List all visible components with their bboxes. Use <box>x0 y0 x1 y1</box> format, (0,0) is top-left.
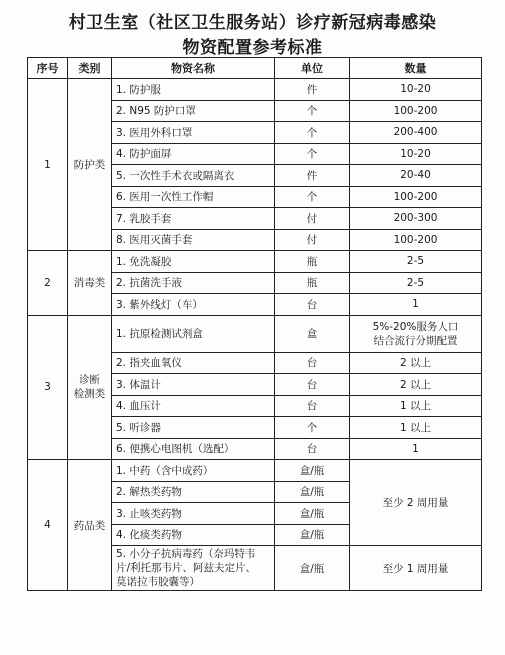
item-name: 1. 免洗凝胶 <box>112 251 275 273</box>
item-qty: 200-400 <box>350 122 482 144</box>
item-qty-line2: 结合流行分期配置 <box>373 334 458 347</box>
item-name: 6. 医用一次性工作帽 <box>112 186 275 208</box>
item-unit: 盒 <box>275 315 350 352</box>
item-unit: 台 <box>275 438 350 460</box>
item-name: 1. 抗原检测试剂盒 <box>112 315 275 352</box>
group-category-line1: 诊断 <box>79 374 100 387</box>
item-name: 8. 医用灭菌手套 <box>112 229 275 251</box>
header-category: 类别 <box>68 58 112 79</box>
group-category: 消毒类 <box>68 251 112 316</box>
item-name: 4. 血压计 <box>112 395 275 417</box>
item-qty: 10-20 <box>350 143 482 165</box>
item-name: 1. 防护服 <box>112 79 275 101</box>
item-qty: 100-200 <box>350 100 482 122</box>
item-qty: 1 以上 <box>350 395 482 417</box>
table-row <box>28 460 482 482</box>
header-seq: 序号 <box>28 58 68 79</box>
document-title-line2: 物资配置参考标准 <box>182 38 323 58</box>
item-unit: 个 <box>275 100 350 122</box>
item-qty: 1 以上 <box>350 417 482 439</box>
item-qty: 2-5 <box>350 272 482 294</box>
item-qty: 10-20 <box>350 79 482 101</box>
item-unit: 个 <box>275 143 350 165</box>
item-unit: 台 <box>275 395 350 417</box>
group-seq: 3 <box>28 315 68 460</box>
item-unit: 个 <box>275 122 350 144</box>
table-row <box>28 79 482 101</box>
item-name <box>112 546 275 591</box>
item-qty: 100-200 <box>350 229 482 251</box>
item-name-line2: 片/利托那韦片、阿兹夫定片、 <box>116 562 257 574</box>
item-qty: 至少 1 周用量 <box>350 546 482 591</box>
group-category-line2: 检测类 <box>73 388 106 401</box>
item-unit: 台 <box>275 352 350 374</box>
item-unit: 个 <box>275 186 350 208</box>
item-name: 2. N95 防护口罩 <box>112 100 275 122</box>
document-title-line1: 村卫生室（社区卫生服务站）诊疗新冠病毒感染 <box>68 13 437 33</box>
item-name: 3. 紫外线灯（车） <box>112 294 275 316</box>
item-name: 3. 医用外科口罩 <box>112 122 275 144</box>
group-category: 药品类 <box>68 460 112 591</box>
item-unit: 件 <box>275 165 350 187</box>
header-unit: 单位 <box>275 58 350 79</box>
item-unit: 瓶 <box>275 251 350 273</box>
item-qty: 200-300 <box>350 208 482 230</box>
item-name: 2. 抗菌洗手液 <box>112 272 275 294</box>
table-row <box>28 251 482 273</box>
item-unit: 盒/瓶 <box>275 503 350 525</box>
item-name: 3. 体温计 <box>112 374 275 396</box>
item-name: 5. 听诊器 <box>112 417 275 439</box>
item-unit: 盒/瓶 <box>275 546 350 591</box>
item-qty: 1 <box>350 438 482 460</box>
item-unit: 付 <box>275 208 350 230</box>
item-name: 4. 化痰类药物 <box>112 524 275 546</box>
item-unit: 盒/瓶 <box>275 481 350 503</box>
merged-item-qty: 至少 2 周用量 <box>350 460 482 546</box>
group-category: 防护类 <box>68 79 112 251</box>
supplies-table <box>27 57 482 591</box>
item-unit: 件 <box>275 79 350 101</box>
item-qty: 2 以上 <box>350 374 482 396</box>
item-name: 7. 乳胶手套 <box>112 208 275 230</box>
header-name: 物资名称 <box>112 58 275 79</box>
item-name: 2. 指夹血氧仪 <box>112 352 275 374</box>
item-unit: 个 <box>275 417 350 439</box>
item-qty: 1 <box>350 294 482 316</box>
item-name: 3. 止咳类药物 <box>112 503 275 525</box>
item-qty: 100-200 <box>350 186 482 208</box>
item-qty <box>350 315 482 352</box>
item-qty: 20-40 <box>350 165 482 187</box>
item-name: 4. 防护面屏 <box>112 143 275 165</box>
item-unit: 台 <box>275 374 350 396</box>
item-unit: 付 <box>275 229 350 251</box>
item-name-line3: 莫诺拉韦胶囊等） <box>116 576 200 588</box>
group-seq: 2 <box>28 251 68 316</box>
group-seq: 4 <box>28 460 68 591</box>
item-unit: 盒/瓶 <box>275 524 350 546</box>
group-seq: 1 <box>28 79 68 251</box>
item-qty: 2 以上 <box>350 352 482 374</box>
item-unit: 台 <box>275 294 350 316</box>
table-row <box>28 315 482 352</box>
header-qty: 数量 <box>350 58 482 79</box>
item-name-line1: 5. 小分子抗病毒药（奈玛特韦 <box>116 548 256 560</box>
item-qty: 2-5 <box>350 251 482 273</box>
item-name: 5. 一次性手术衣或隔离衣 <box>112 165 275 187</box>
table-header-row <box>28 58 482 79</box>
item-qty-line1: 5%-20%服务人口 <box>372 320 459 333</box>
group-category <box>68 315 112 460</box>
item-name: 6. 便携心电图机（选配） <box>112 438 275 460</box>
item-unit: 瓶 <box>275 272 350 294</box>
item-unit: 盒/瓶 <box>275 460 350 482</box>
item-name: 2. 解热类药物 <box>112 481 275 503</box>
item-name: 1. 中药（含中成药） <box>112 460 275 482</box>
